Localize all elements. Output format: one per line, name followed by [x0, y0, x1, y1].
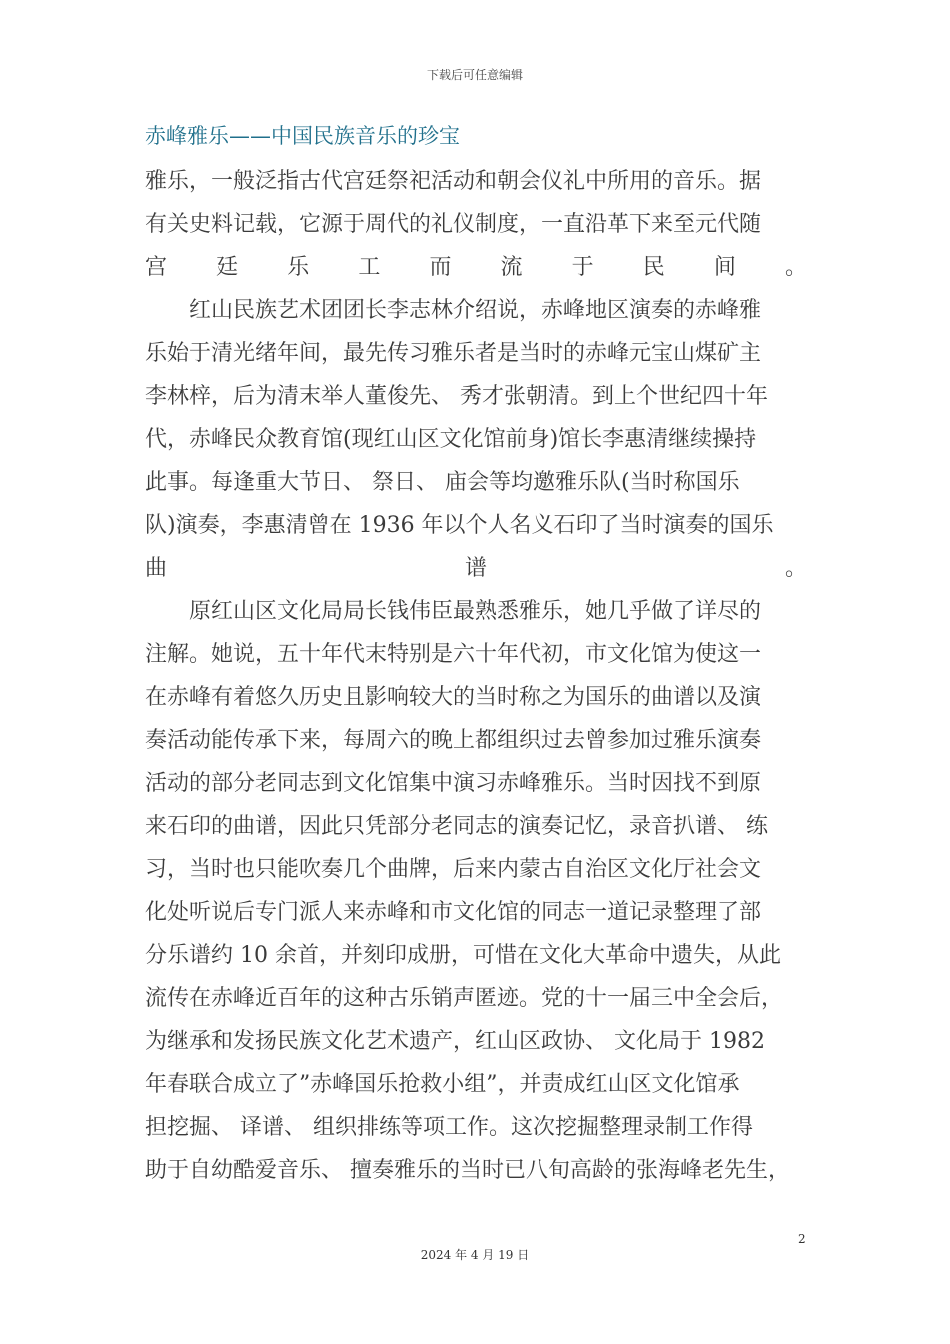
page-footer-date: 2024 年 4 月 19 日: [420, 1248, 530, 1262]
text-line: 年春联合成立了”赤峰国乐抢救小组”，并责成红山区文化馆承: [145, 1072, 740, 1097]
document-body: [145, 116, 807, 1192]
text-line: 此事。每逢重大节日、 祭日、 庙会等均邀雅乐队(当时称国乐: [145, 470, 740, 495]
text-line: 分乐谱约 10 余首，并刻印成册，可惜在文化大革命中遗失，从此: [145, 943, 781, 968]
spread-char: 而: [429, 255, 452, 280]
text-line: 习，当时也只能吹奏几个曲牌，后来内蒙古自治区文化厅社会文: [145, 857, 762, 882]
spread-char: 于: [571, 255, 594, 280]
spread-char: 工: [358, 255, 381, 280]
text-line: 红山民族艺术团团长李志林介绍说，赤峰地区演奏的赤峰雅: [189, 298, 762, 323]
paragraph-3: [145, 590, 807, 1192]
spread-char: 间: [713, 255, 736, 280]
spread-char: 民: [642, 255, 665, 280]
text-line: 担挖掘、 译谱、 组织排练等项工作。这次挖掘整理录制工作得: [145, 1115, 753, 1140]
spread-char: 曲: [145, 556, 168, 581]
text-line: 原红山区文化局局长钱伟臣最熟悉雅乐，她几乎做了详尽的: [189, 599, 762, 624]
spread-line: [145, 547, 807, 590]
paragraph-1: [145, 160, 807, 289]
text-line: 雅乐，一般泛指古代宫廷祭祀活动和朝会仪礼中所用的音乐。据: [145, 169, 762, 194]
text-line: 乐始于清光绪年间，最先传习雅乐者是当时的赤峰元宝山煤矿主: [145, 341, 762, 366]
text-line: 奏活动能传承下来，每周六的晚上都组织过去曾参加过雅乐演奏: [145, 728, 762, 753]
page-number: 2: [798, 1232, 806, 1246]
page-header: 下载后可任意编辑: [426, 68, 523, 82]
text-line: 李林梓，后为清末举人董俊先、 秀才张朝清。到上个世纪四十年: [145, 384, 768, 409]
text-line: 队)演奏，李惠清曾在 1936 年以个人名义石印了当时演奏的国乐: [145, 513, 774, 538]
document-title: 赤峰雅乐——中国民族音乐的珍宝: [145, 124, 460, 148]
text-line: 流传在赤峰近百年的这种古乐销声匿迹。党的十一届三中全会后，: [145, 986, 784, 1011]
text-line: 为继承和发扬民族文化艺术遗产，红山区政协、 文化局于 1982: [145, 1029, 765, 1054]
text-line: 在赤峰有着悠久历史且影响较大的当时称之为国乐的曲谱以及演: [145, 685, 762, 710]
text-line: 注解。她说，五十年代末特别是六十年代初，市文化馆为使这一: [145, 642, 762, 667]
paragraph-2: [145, 289, 807, 590]
text-line: 有关史料记载，它源于周代的礼仪制度，一直沿革下来至元代随: [145, 212, 762, 237]
spread-char: 谱: [464, 556, 487, 581]
spread-char: 。: [784, 556, 807, 581]
spread-char: 。: [784, 255, 807, 280]
spread-char: 乐: [287, 255, 310, 280]
text-line: 化处听说后专门派人来赤峰和市文化馆的同志一道记录整理了部: [145, 900, 762, 925]
spread-char: 廷: [216, 255, 239, 280]
spread-char: 宫: [145, 255, 168, 280]
spread-char: 流: [500, 255, 523, 280]
text-line: 助于自幼酷爱音乐、 擅奏雅乐的当时已八旬高龄的张海峰老先生，: [145, 1158, 790, 1183]
text-line: 代，赤峰民众教育馆(现红山区文化馆前身)馆长李惠清继续操持: [145, 427, 757, 452]
text-line: 活动的部分老同志到文化馆集中演习赤峰雅乐。当时因找不到原: [145, 771, 762, 796]
text-line: 来石印的曲谱，因此只凭部分老同志的演奏记忆，录音扒谱、 练: [145, 814, 768, 839]
spread-line: [145, 246, 807, 289]
